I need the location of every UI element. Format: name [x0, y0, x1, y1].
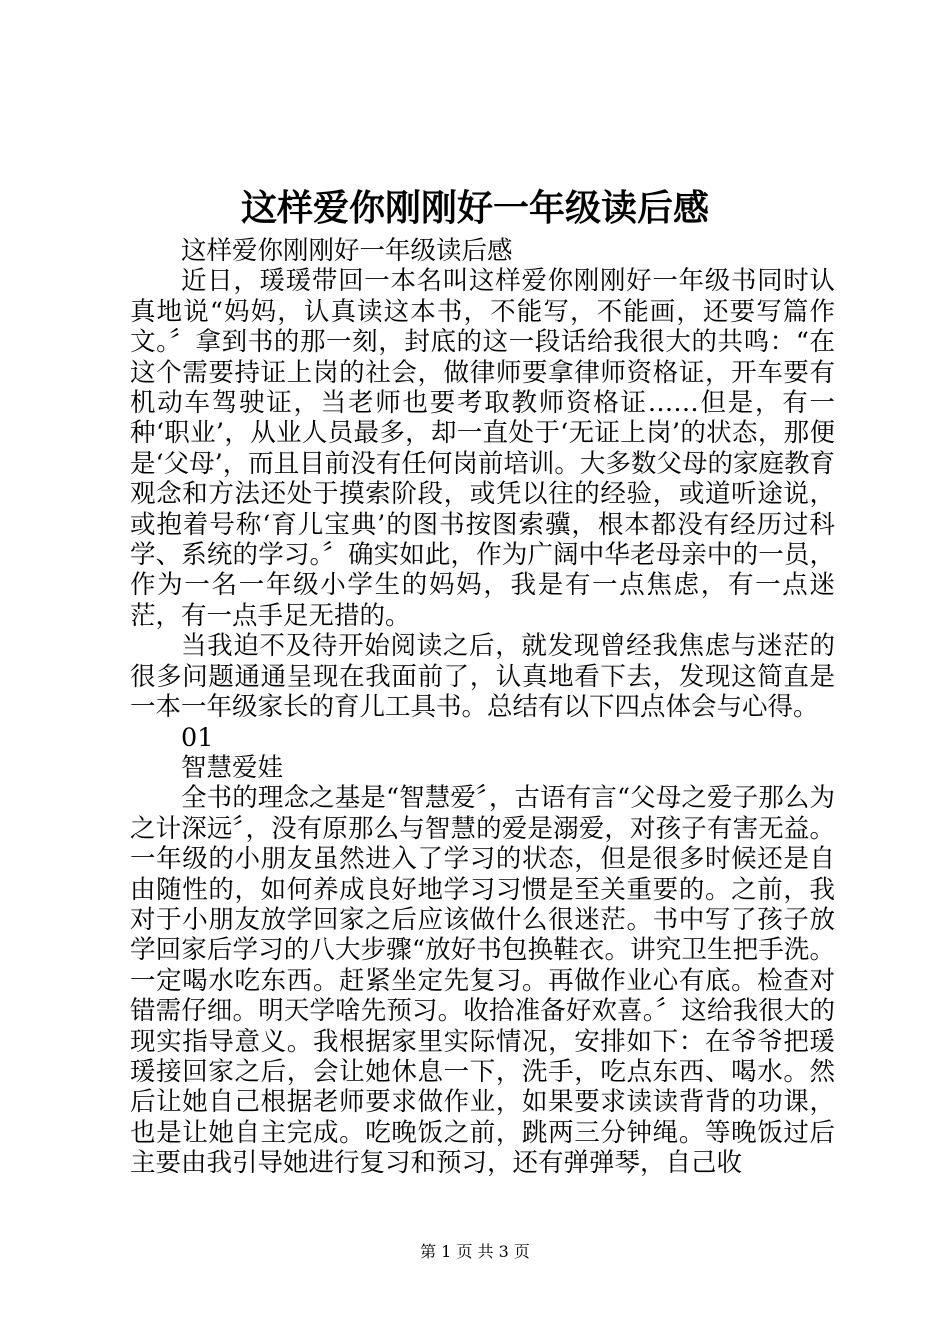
page-footer: 第 1 页 共 3 页	[420, 1242, 530, 1261]
section-number: 01	[181, 722, 214, 753]
subtitle-paragraph: 这样爱你刚刚好一年级读后感	[181, 236, 513, 266]
body-paragraph: 当我迫不及待开始阅读之后，就发现曾经我焦虑与迷茫的很多问题通通呈现在我面前了，认真地看下去，发现这简直是一本一年级家长的育儿工具书。总结有以下四点体会与心得。	[130, 631, 835, 723]
section-heading: 智慧爱娃	[181, 752, 284, 783]
body-paragraph: 全书的理念之基是“智慧爱〞，古语有言“父母之爱子那么为之计深远〞，没有原那么与智慧的爱是溺爱，对孩子有害无益。一年级的小朋友虽然进入了学习的状态，但是很多时候还是自由随性的，如何养成良好地学习习惯是至关重要的。之前，我对于小朋友放学回家之后应该做什么很迷茫。书中写了孩子放学回家后学习的八大步骤“放好书包换鞋衣。讲究卫生把手洗。一定喝水吃东西。赶紧坐定先复习。再做作业心有底。检查对错需仔细。明天学啥先预习。收拾准备好欢喜。〞这给我很大的现实指导意义。我根据家里实际情况，安排如下：在爷爷把瑗瑗接回家之后，会让她休息一下，洗手，吃点东西、喝水。然后让她自己根据老师要求做作业，如果要求读读背背的功课，也是让她自主完成。吃晚饭之前，跳两三分钟绳。等晚饭过后主要由我引导她进行复习和预习，还有弹弹琴，自己收	[130, 783, 835, 1179]
document-title: 这样爱你刚刚好一年级读后感	[240, 187, 709, 229]
body-paragraph: 近日，瑗瑗带回一本名叫这样爱你刚刚好一年级书同时认真地说“妈妈，认真读这本书，不能写，不能画，还要写篇作文。〞拿到书的那一刻，封底的这一段话给我很大的共鸣：“在这个需要持证上岗的社会，做律师要拿律师资格证，开车要有机动车驾驶证，当老师也要考取教师资格证……但是，有一种‘职业’，从业人员最多，却一直处于‘无证上岗’的状态，那便是‘父母’，而且目前没有任何岗前培训。大多数父母的家庭教育观念和方法还处于摸索阶段，或凭以往的经验，或道听途说，或抱着号称‘育儿宝典’的图书按图索骥，根本都没有经历过科学、系统的学习。〞确实如此，作为广阔中华老母亲中的一员，作为一名一年级小学生的妈妈，我是有一点焦虑，有一点迷茫，有一点手足无措的。	[130, 266, 835, 631]
document-body	[130, 236, 835, 1179]
